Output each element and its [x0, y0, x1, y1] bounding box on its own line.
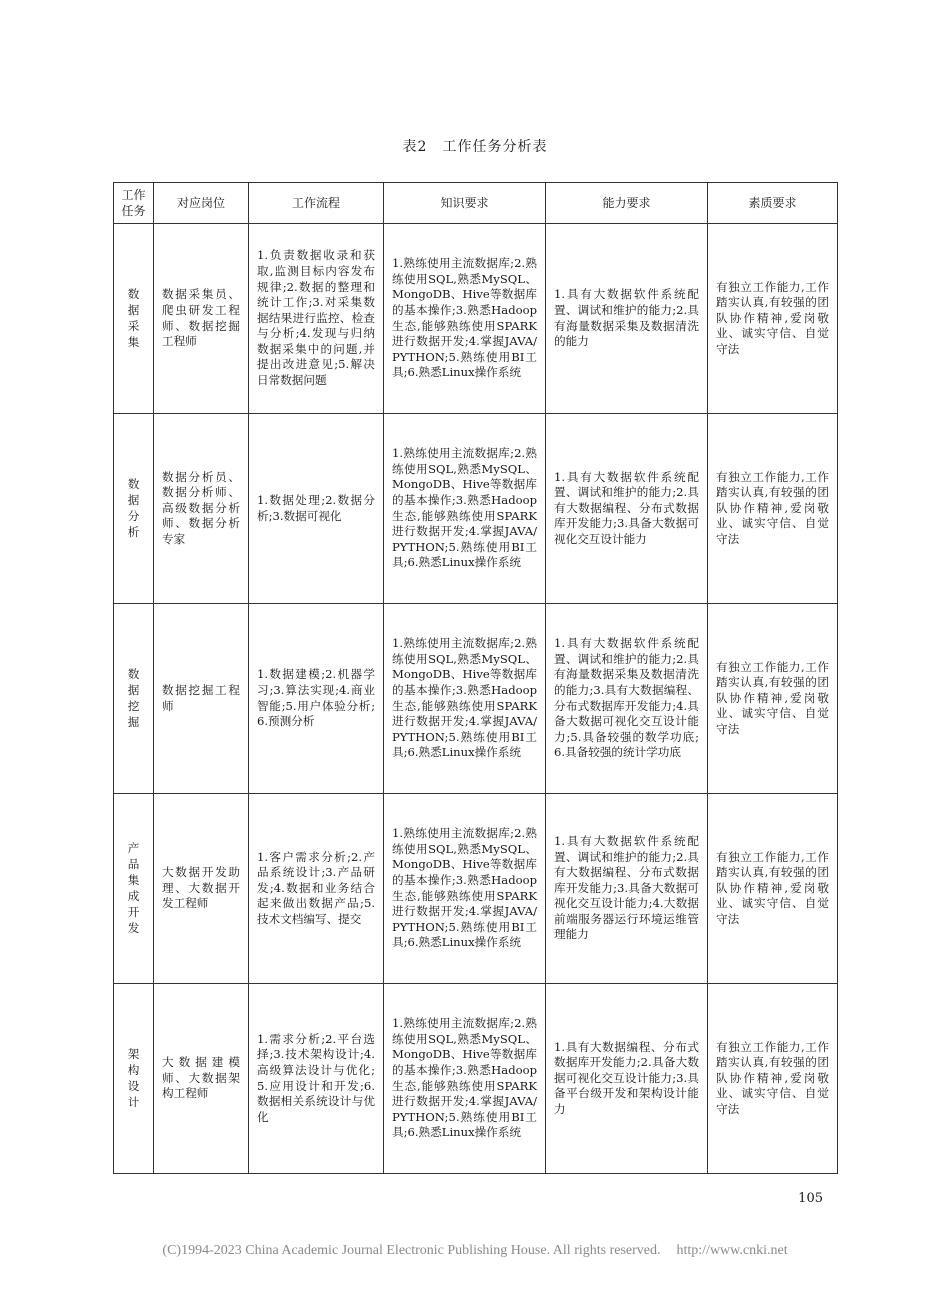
ability-cell: 1.具有大数据软件系统配置、调试和维护的能力;2.具有海量数据采集及数据清洗的能力 [546, 224, 708, 414]
quality-cell: 有独立工作能力,工作踏实认真,有较强的团队协作精神,爱岗敬业、诚实守信、自觉守法 [708, 794, 838, 984]
table-header-row [114, 183, 838, 224]
table-caption: 表2 工作任务分析表 [402, 139, 548, 155]
quality-cell: 有独立工作能力,工作踏实认真,有较强的团队协作精神,爱岗敬业、诚实守信、自觉守法 [708, 414, 838, 604]
header-knowledge: 知识要求 [384, 183, 546, 224]
knowledge-cell: 1.熟练使用主流数据库;2.熟练使用SQL,熟悉MySQL、MongoDB、Hive等数据库的基本操作;3.熟悉Hadoop生态,能够熟练使用SPARK进行数据开发;4.掌握JAVA/PYTHON;5.熟练使用BI工具;6.熟悉Linux操作系统 [384, 794, 546, 984]
header-positions: 对应岗位 [154, 183, 249, 224]
table-row [114, 414, 838, 604]
copyright-text: (C)1994-2023 China Academic Journal Electronic Publishing House. All rights reserved. [162, 1243, 661, 1258]
positions-cell: 数据分析员、数据分析师、高级数据分析师、数据分析专家 [154, 414, 249, 604]
knowledge-cell: 1.熟练使用主流数据库;2.熟练使用SQL,熟悉MySQL、MongoDB、Hive等数据库的基本操作;3.熟悉Hadoop生态,能够熟练使用SPARK进行数据开发;4.掌握JAVA/PYTHON;5.熟练使用BI工具;6.熟悉Linux操作系统 [384, 604, 546, 794]
positions-cell: 大数据建模师、大数据架构工程师 [154, 984, 249, 1174]
positions-cell: 大数据开发助理、大数据开发工程师 [154, 794, 249, 984]
ability-cell: 1.具有大数据软件系统配置、调试和维护的能力;2.具有大数据编程、分布式数据库开发能力;3.具备大数据可视化交互设计能力;4.大数据前端服务器运行环境运维管理能力 [546, 794, 708, 984]
quality-cell: 有独立工作能力,工作踏实认真,有较强的团队协作精神,爱岗敬业、诚实守信、自觉守法 [708, 984, 838, 1174]
header-quality: 素质要求 [708, 183, 838, 224]
ability-cell: 1.具有大数据编程、分布式数据库开发能力;2.具备大数据可视化交互设计能力;3.具备平台级开发和架构设计能力 [546, 984, 708, 1174]
knowledge-cell: 1.熟练使用主流数据库;2.熟练使用SQL,熟悉MySQL、MongoDB、Hive等数据库的基本操作;3.熟悉Hadoop生态,能够熟练使用SPARK进行数据开发;4.掌握JAVA/PYTHON;5.熟练使用BI工具;6.熟悉Linux操作系统 [384, 224, 546, 414]
header-workflow: 工作流程 [249, 183, 384, 224]
task-cell: 产品集成开发 [114, 794, 154, 984]
positions-cell: 数据挖掘工程师 [154, 604, 249, 794]
workflow-cell: 1.数据建模;2.机器学习;3.算法实现;4.商业智能;5.用户体验分析;6.预测分析 [249, 604, 384, 794]
workflow-cell: 1.需求分析;2.平台选择;3.技术架构设计;4.高级算法设计与优化;5.应用设计和开发;6.数据相关系统设计与优化 [249, 984, 384, 1174]
ability-cell: 1.具有大数据软件系统配置、调试和维护的能力;2.具有大数据编程、分布式数据库开发能力;3.具备大数据可视化交互设计能力 [546, 414, 708, 604]
copyright-footer [0, 1243, 950, 1259]
task-cell: 数据分析 [114, 414, 154, 604]
task-cell: 架构设计 [114, 984, 154, 1174]
workflow-cell: 1.负责数据收录和获取,监测目标内容发布规律;2.数据的整理和统计工作;3.对采集数据结果进行监控、检查与分析;4.发现与归纳数据采集中的问题,并提出改进意见;5.解决日常数据问题 [249, 224, 384, 414]
knowledge-cell: 1.熟练使用主流数据库;2.熟练使用SQL,熟悉MySQL、MongoDB、Hive等数据库的基本操作;3.熟悉Hadoop生态,能够熟练使用SPARK进行数据开发;4.掌握JAVA/PYTHON;5.熟练使用BI工具;6.熟悉Linux操作系统 [384, 984, 546, 1174]
workflow-cell: 1.客户需求分析;2.产品系统设计;3.产品研发;4.数据和业务结合起来做出数据产品;5.技术文档编写、提交 [249, 794, 384, 984]
table-row [114, 794, 838, 984]
workflow-cell: 1.数据处理;2.数据分析;3.数据可视化 [249, 414, 384, 604]
table-row [114, 604, 838, 794]
knowledge-cell: 1.熟练使用主流数据库;2.熟练使用SQL,熟悉MySQL、MongoDB、Hive等数据库的基本操作;3.熟悉Hadoop生态,能够熟练使用SPARK进行数据开发;4.掌握JAVA/PYTHON;5.熟练使用BI工具;6.熟悉Linux操作系统 [384, 414, 546, 604]
table-row [114, 984, 838, 1174]
quality-cell: 有独立工作能力,工作踏实认真,有较强的团队协作精神,爱岗敬业、诚实守信、自觉守法 [708, 604, 838, 794]
task-cell: 数据采集 [114, 224, 154, 414]
positions-cell: 数据采集员、爬虫研发工程师、数据挖掘工程师 [154, 224, 249, 414]
header-task: 工作任务 [114, 183, 154, 224]
work-task-analysis-table [113, 182, 838, 1174]
ability-cell: 1.具有大数据软件系统配置、调试和维护的能力;2.具有海量数据采集及数据清洗的能力;3.具有大数据编程、分布式数据库开发能力;4.具备大数据可视化交互设计能力;5.具备较强的数学功底;6.具备较强的统计学功底 [546, 604, 708, 794]
footer-url-link[interactable]: http://www.cnki.net [676, 1243, 788, 1258]
table-row [114, 224, 838, 414]
header-ability: 能力要求 [546, 183, 708, 224]
page-number: 105 [798, 1191, 823, 1206]
quality-cell: 有独立工作能力,工作踏实认真,有较强的团队协作精神,爱岗敬业、诚实守信、自觉守法 [708, 224, 838, 414]
task-cell: 数据挖掘 [114, 604, 154, 794]
